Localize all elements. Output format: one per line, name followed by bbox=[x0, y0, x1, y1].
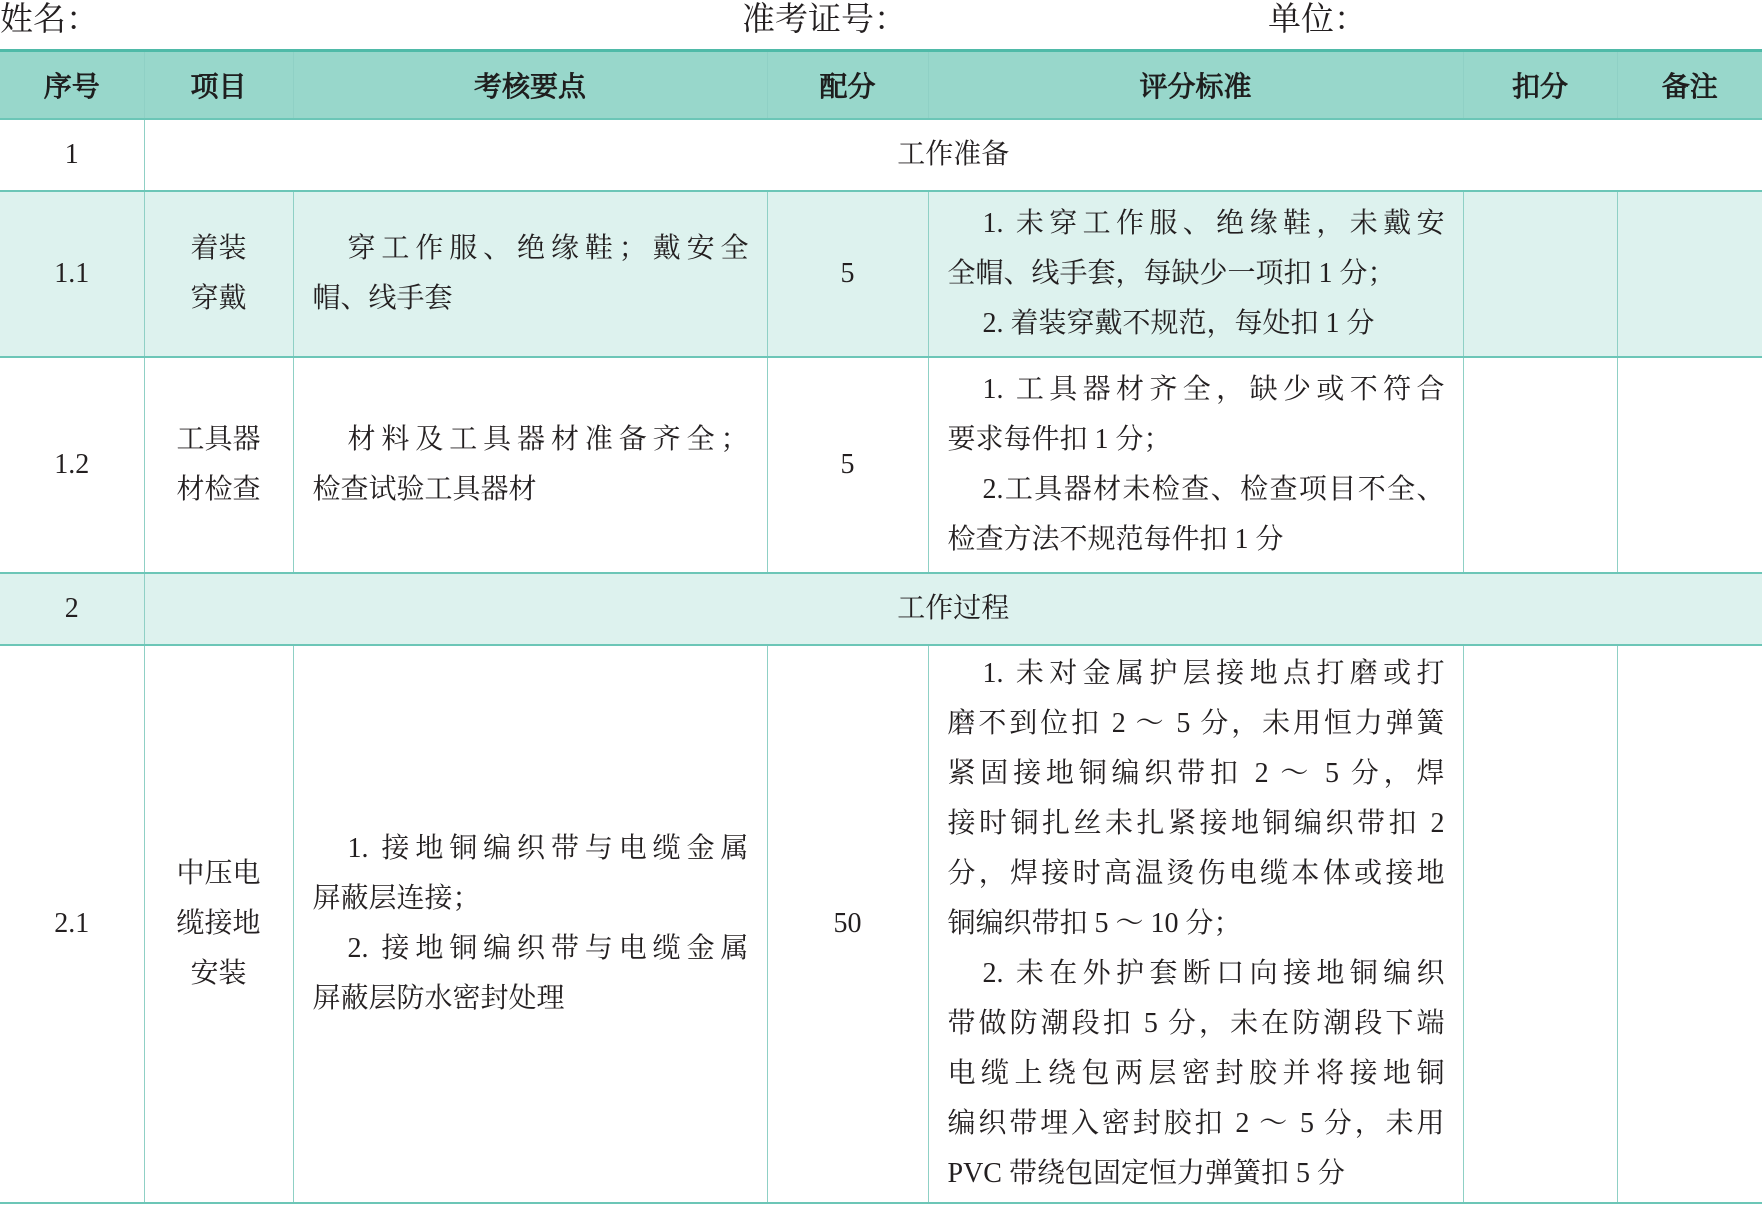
section-row bbox=[0, 119, 1762, 191]
table-row bbox=[0, 357, 1762, 573]
section-title: 工作准备 bbox=[144, 119, 1762, 191]
deduction-cell bbox=[1463, 645, 1617, 1203]
item-line: 中压电 bbox=[176, 858, 261, 889]
criteria-line: 1. 工具器材齐全，缺少或不符合 bbox=[982, 374, 1445, 405]
criteria-line: 磨不到位扣 2 ～ 5 分，未用恒力弹簧 bbox=[947, 708, 1445, 739]
criteria-line: 接时铜扎丝未扎紧接地铜编织带扣 2 bbox=[947, 808, 1445, 839]
section-no: 1 bbox=[0, 119, 144, 191]
criteria-line: PVC 带绕包固定恒力弹簧扣 5 分 bbox=[947, 1158, 1345, 1189]
key-points-cell bbox=[293, 645, 767, 1203]
criteria-cell bbox=[928, 645, 1463, 1203]
item-line: 穿戴 bbox=[190, 283, 247, 314]
key-points-line: 1. 接地铜编织带与电缆金属 bbox=[347, 833, 749, 864]
criteria-line: 分，焊接时高温烫伤电缆本体或接地 bbox=[947, 858, 1445, 889]
criteria-line: 2.工具器材未检查、检查项目不全、 bbox=[982, 474, 1445, 505]
scoring-table bbox=[0, 49, 1762, 1204]
item-line: 材检查 bbox=[176, 474, 261, 505]
criteria-line: 全帽、线手套，每缺少一项扣 1 分； bbox=[947, 258, 1396, 289]
item-line: 缆接地 bbox=[176, 908, 261, 939]
key-points-line: 屏蔽层连接； bbox=[312, 883, 481, 914]
table-header bbox=[0, 51, 1762, 120]
key-points-cell bbox=[293, 357, 767, 573]
key-points-line: 检查试验工具器材 bbox=[312, 474, 537, 505]
section-no: 2 bbox=[0, 573, 144, 645]
row-no: 1.1 bbox=[0, 191, 144, 357]
section-row bbox=[0, 573, 1762, 645]
item-cell bbox=[144, 357, 293, 573]
key-points-line: 穿工作服、绝缘鞋；戴安全 bbox=[347, 233, 749, 264]
candidate-info-bar bbox=[0, 0, 1762, 49]
item-line: 工具器 bbox=[176, 424, 261, 455]
item-line: 安装 bbox=[190, 958, 247, 989]
score-cell: 5 bbox=[767, 357, 928, 573]
header-row bbox=[0, 51, 1762, 120]
key-points-cell bbox=[293, 191, 767, 357]
deduction-cell bbox=[1463, 357, 1617, 573]
remark-cell bbox=[1617, 645, 1762, 1203]
col-header-deduction: 扣分 bbox=[1463, 51, 1617, 120]
remark-cell bbox=[1617, 191, 1762, 357]
row-no: 2.1 bbox=[0, 645, 144, 1203]
col-header-remark: 备注 bbox=[1617, 51, 1762, 120]
table-row bbox=[0, 645, 1762, 1203]
criteria-line: 2. 未在外护套断口向接地铜编织 bbox=[982, 958, 1445, 989]
col-header-no: 序号 bbox=[0, 51, 144, 120]
criteria-cell bbox=[928, 357, 1463, 573]
key-points-line: 屏蔽层防水密封处理 bbox=[312, 983, 565, 1014]
key-points-line: 2. 接地铜编织带与电缆金属 bbox=[347, 933, 749, 964]
criteria-line: 编织带埋入密封胶扣 2 ～ 5 分，未用 bbox=[947, 1108, 1445, 1139]
table-body bbox=[0, 119, 1762, 1203]
item-line: 着装 bbox=[190, 233, 247, 264]
item-cell bbox=[144, 645, 293, 1203]
criteria-cell bbox=[928, 191, 1463, 357]
key-points-line: 材料及工具器材准备齐全； bbox=[347, 424, 749, 455]
col-header-score: 配分 bbox=[767, 51, 928, 120]
col-header-criteria: 评分标准 bbox=[928, 51, 1463, 120]
deduction-cell bbox=[1463, 191, 1617, 357]
col-header-key-points: 考核要点 bbox=[293, 51, 767, 120]
row-no: 1.2 bbox=[0, 357, 144, 573]
exam-id-label: 准考证号： bbox=[742, 2, 907, 38]
criteria-line: 2. 着装穿戴不规范，每处扣 1 分 bbox=[982, 308, 1375, 339]
remark-cell bbox=[1617, 357, 1762, 573]
name-label: 姓名： bbox=[0, 2, 99, 38]
score-cell: 50 bbox=[767, 645, 928, 1203]
criteria-line: 要求每件扣 1 分； bbox=[947, 424, 1172, 455]
criteria-line: 铜编织带扣 5 ～ 10 分； bbox=[947, 908, 1242, 939]
criteria-line: 检查方法不规范每件扣 1 分 bbox=[947, 524, 1284, 555]
item-cell bbox=[144, 191, 293, 357]
section-title: 工作过程 bbox=[144, 573, 1762, 645]
key-points-line: 帽、线手套 bbox=[312, 283, 453, 314]
criteria-line: 电缆上绕包两层密封胶并将接地铜 bbox=[947, 1058, 1445, 1089]
table-row bbox=[0, 191, 1762, 357]
criteria-line: 1. 未对金属护层接地点打磨或打 bbox=[982, 658, 1445, 689]
col-header-item: 项目 bbox=[144, 51, 293, 120]
score-cell: 5 bbox=[767, 191, 928, 357]
criteria-line: 带做防潮段扣 5 分，未在防潮段下端 bbox=[947, 1008, 1445, 1039]
criteria-line: 紧固接地铜编织带扣 2 ～ 5 分，焊 bbox=[947, 758, 1445, 789]
criteria-line: 1. 未穿工作服、绝缘鞋，未戴安 bbox=[982, 208, 1445, 239]
unit-label: 单位： bbox=[1268, 2, 1367, 38]
